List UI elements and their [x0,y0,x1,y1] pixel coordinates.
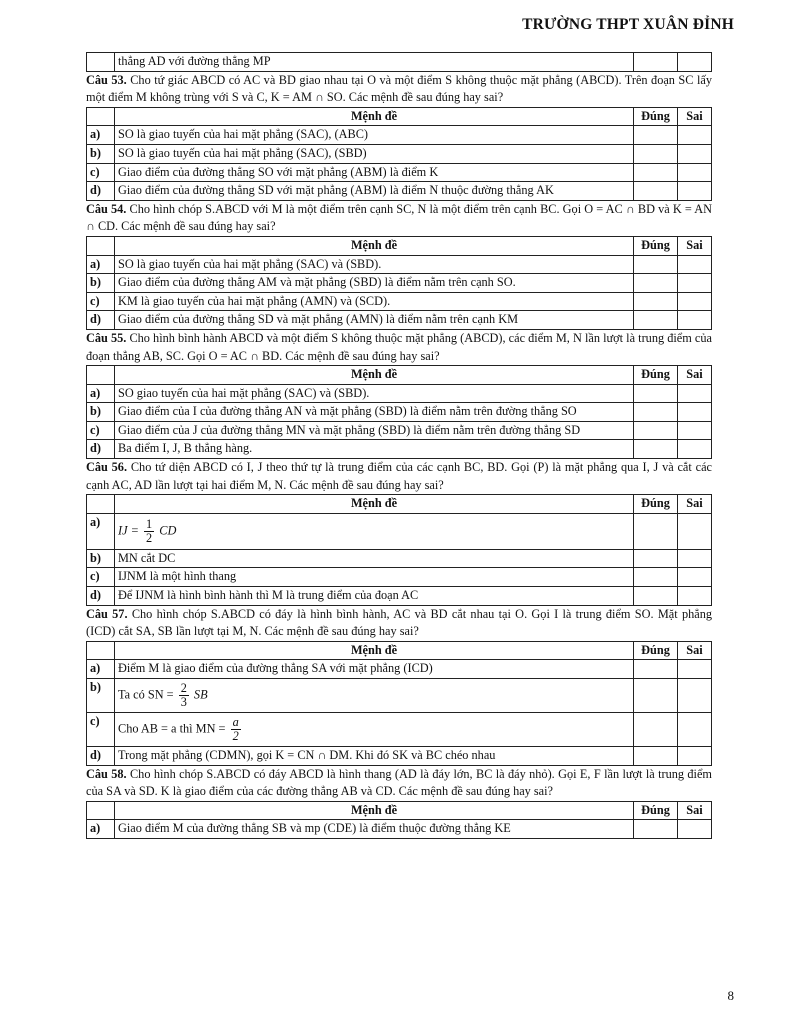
statement-text [115,713,634,747]
question-number: Câu 54. [86,201,127,216]
col-header-statement: Mệnh đề [115,495,634,514]
false-cell[interactable] [678,126,712,145]
true-cell[interactable] [634,549,678,568]
true-cell[interactable] [634,311,678,330]
true-cell[interactable] [634,144,678,163]
page-number: 8 [727,988,734,1003]
true-cell[interactable] [634,440,678,459]
fraction [231,716,241,743]
false-cell[interactable] [678,713,712,747]
col-header-false: Sai [678,236,712,255]
statement-text: Để IJNM là hình bình hành thì M là trung điểm của đoạn AC [115,587,634,606]
false-cell[interactable] [678,255,712,274]
statement-text [115,513,634,549]
statement-text [115,679,634,713]
false-cell[interactable] [678,549,712,568]
row-label: a) [87,126,115,145]
fraction [179,682,189,709]
fraction [144,518,154,545]
question-57 [86,606,712,641]
statement-text: SO là giao tuyến của hai mặt phẳng (SAC) và (SBD). [115,255,634,274]
col-header-statement: Mệnh đề [115,236,634,255]
formula-suffix: SB [193,687,208,702]
fraction-numerator: a [232,715,239,729]
question-text: Cho hình bình hành ABCD và một điểm S không thuộc mặt phẳng (ABCD), các điểm M, N lần lượt là trung điểm của đoạn thẳng AB, SC. Gọi O = AC ∩ BD. Các mệnh đề sau đúng hay sai? [86,330,712,363]
col-header-true: Đúng [634,801,678,820]
statement-text: Giao điểm của I của đường thẳng AN và mặt phẳng (SBD) là điểm nằm trên đường thẳng SO [115,403,634,422]
true-cell[interactable] [634,255,678,274]
question-text: Cho hình chóp S.ABCD có đáy ABCD là hình thang (AD là đáy lớn, BC là đáy nhỏ). Gọi E, F lần lượt là trung điểm của SA và SD. K là giao điểm của các đường thẳng AB và CD. Các mệnh đề sau đúng hay sai? [86,766,712,799]
row-label: a) [87,255,115,274]
col-header-statement: Mệnh đề [115,641,634,660]
true-cell[interactable] [634,126,678,145]
col-header-false: Sai [678,801,712,820]
true-cell[interactable] [634,513,678,549]
false-cell[interactable] [678,440,712,459]
row-label: d) [87,440,115,459]
question-text: Cho hình chóp S.ABCD với M là một điểm trên cạnh SC, N là một điểm trên cạnh BC. Gọi O = AC ∩ BD và K = AN ∩ CD. Các mệnh đề sau đúng hay sai? [86,201,712,234]
formula-prefix: IJ = [118,523,139,538]
statement-text: Giao điểm M của đường thẳng SB và mp (CDE) là điểm thuộc đường thẳng KE [115,820,634,839]
true-cell[interactable] [634,660,678,679]
statement-text: SO giao tuyến của hai mặt phẳng (SAC) và (SBD). [115,384,634,403]
false-cell[interactable] [678,513,712,549]
false-cell[interactable] [678,274,712,293]
true-cell[interactable] [634,568,678,587]
question-number: Câu 57. [86,606,128,621]
false-cell[interactable] [678,182,712,201]
true-cell[interactable] [634,713,678,747]
false-cell[interactable] [678,679,712,713]
question-54 [86,201,712,236]
false-cell[interactable] [678,820,712,839]
row-label: a) [87,513,115,549]
question-53 [86,72,712,107]
question-number: Câu 56. [86,460,128,475]
row-label: b) [87,679,115,713]
fraction-denominator: 3 [180,695,187,709]
row-label: d) [87,311,115,330]
col-header-true: Đúng [634,495,678,514]
false-cell[interactable] [678,587,712,606]
true-cell[interactable] [634,421,678,440]
true-cell[interactable] [634,384,678,403]
statement-text: Giao điểm của đường thẳng SD với mặt phẳng (ABM) là điểm N thuộc đường thẳng AK [115,182,634,201]
row-label: c) [87,292,115,311]
fraction-denominator: 2 [232,729,239,743]
row-label: a) [87,384,115,403]
question-text: Cho tứ giác ABCD có AC và BD giao nhau tại O và một điểm S không thuộc mặt phẳng (ABCD). Trên đoạn SC lấy một điểm M không trùng với S và C, K = AM ∩ SO. Các mệnh đề sau đúng hay sai? [86,72,712,105]
col-header-false: Sai [678,641,712,660]
col-header-true: Đúng [634,366,678,385]
true-cell[interactable] [634,820,678,839]
true-cell[interactable] [634,747,678,766]
row-label: a) [87,660,115,679]
statement-text: SO là giao tuyến của hai mặt phẳng (SAC), (ABC) [115,126,634,145]
answer-table-58 [86,801,712,839]
statement-text: Ba điểm I, J, B thẳng hàng. [115,440,634,459]
true-cell[interactable] [634,163,678,182]
question-55 [86,330,712,365]
false-cell[interactable] [678,311,712,330]
answer-table-54 [86,236,712,330]
question-text: Cho tứ diện ABCD có I, J theo thứ tự là trung điểm của các cạnh BC, BD. Gọi (P) là mặt phẳng qua I, J và cắt các cạnh AC, AD lần lượt tại hai điểm M, N. Các mệnh đề sau đúng hay sai? [86,460,712,492]
true-cell[interactable] [634,679,678,713]
false-cell[interactable] [678,163,712,182]
col-header-statement: Mệnh đề [115,366,634,385]
answer-table-53 [86,107,712,201]
fraction-denominator: 2 [146,530,153,545]
col-header-false: Sai [678,495,712,514]
statement-text: Điểm M là giao điểm của đường thẳng SA với mặt phẳng (ICD) [115,660,634,679]
statement-text: Giao điểm của đường thẳng SO với mặt phẳng (ABM) là điểm K [115,163,634,182]
formula-prefix: Cho AB = a thì MN = [118,721,226,736]
col-header-true: Đúng [634,236,678,255]
continuation-text: thẳng AD với đường thẳng MP [115,53,634,72]
question-56 [86,459,712,494]
question-text: Cho hình chóp S.ABCD có đáy là hình bình hành, AC và BD cắt nhau tại O. Gọi I là trung điểm SO. Mặt phẳng (ICD) cắt SA, SB lần lượt tại M, N. Các mệnh đề sau đúng hay sai? [86,606,712,639]
row-label: b) [87,274,115,293]
row-label: b) [87,403,115,422]
row-label: c) [87,163,115,182]
false-cell[interactable] [678,660,712,679]
fraction-numerator: 2 [180,681,187,695]
true-cell[interactable] [634,292,678,311]
false-cell[interactable] [678,747,712,766]
row-label: b) [87,144,115,163]
col-header-false: Sai [678,107,712,126]
row-label: d) [87,182,115,201]
formula-suffix: CD [159,523,177,538]
false-cell[interactable] [678,403,712,422]
question-number: Câu 55. [86,330,127,345]
false-cell[interactable] [678,292,712,311]
statement-text: Trong mặt phẳng (CDMN), gọi K = CN ∩ DM. Khi đó SK và BC chéo nhau [115,747,634,766]
false-cell[interactable] [678,384,712,403]
school-header: TRƯỜNG THPT XUÂN ĐỈNH [522,16,734,33]
answer-table-55 [86,365,712,459]
true-cell[interactable] [634,274,678,293]
col-header-statement: Mệnh đề [115,801,634,820]
row-label: c) [87,713,115,747]
true-cell[interactable] [634,587,678,606]
row-label: a) [87,820,115,839]
statement-text: Giao điểm của J của đường thẳng MN và mặt phẳng (SBD) là điểm nằm trên đường thẳng SD [115,421,634,440]
statement-text: SO là giao tuyến của hai mặt phẳng (SAC), (SBD) [115,144,634,163]
statement-text: IJNM là một hình thang [115,568,634,587]
row-label: c) [87,421,115,440]
page-content [86,52,712,839]
statement-text: MN cắt DC [115,549,634,568]
row-label: c) [87,568,115,587]
answer-table-57 [86,641,712,766]
question-number: Câu 53. [86,72,127,87]
answer-table-56 [86,494,712,605]
false-cell[interactable] [678,421,712,440]
col-header-true: Đúng [634,641,678,660]
false-cell[interactable] [678,568,712,587]
continuation-table [86,52,712,72]
true-cell[interactable] [634,182,678,201]
true-cell[interactable] [634,403,678,422]
question-number: Câu 58. [86,766,127,781]
statement-text: Giao điểm của đường thẳng SD và mặt phẳng (AMN) là điểm nằm trên cạnh KM [115,311,634,330]
formula-prefix: Ta có SN = [118,687,174,702]
row-label: d) [87,587,115,606]
col-header-true: Đúng [634,107,678,126]
fraction-numerator: 1 [146,516,153,531]
row-label: b) [87,549,115,568]
col-header-false: Sai [678,366,712,385]
row-label: d) [87,747,115,766]
false-cell[interactable] [678,144,712,163]
question-58 [86,766,712,801]
col-header-statement: Mệnh đề [115,107,634,126]
statement-text: Giao điểm của đường thẳng AM và mặt phẳng (SBD) là điểm nằm trên cạnh SO. [115,274,634,293]
statement-text: KM là giao tuyến của hai mặt phẳng (AMN) và (SCD). [115,292,634,311]
